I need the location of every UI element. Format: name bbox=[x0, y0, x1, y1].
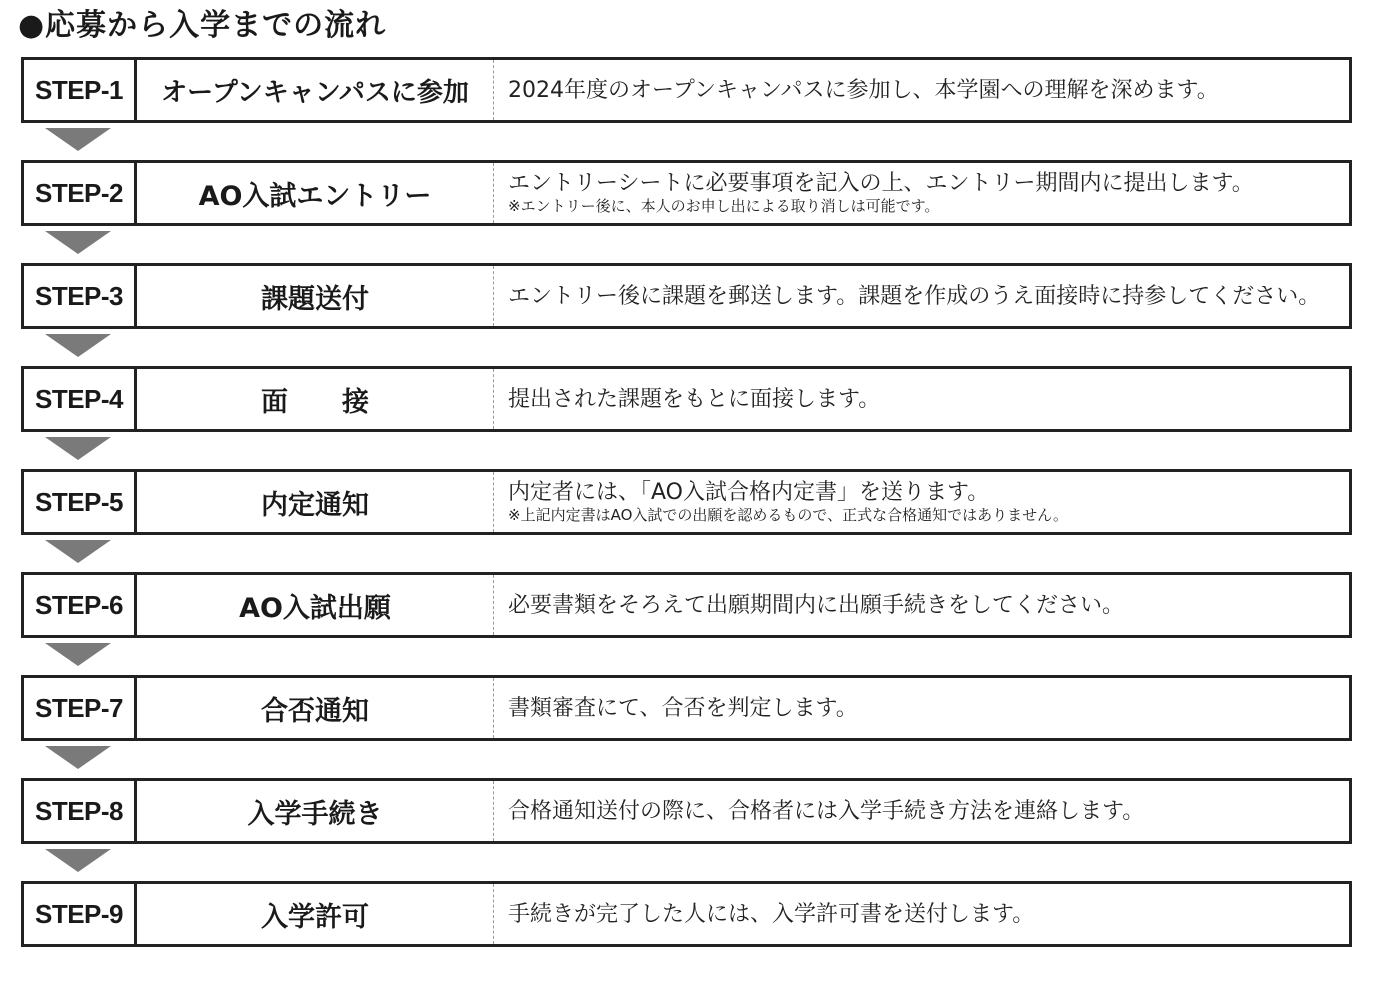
step-description-text: エントリー後に課題を郵送します。課題を作成のうえ面接時に持参してください。 bbox=[508, 283, 1321, 309]
step-row bbox=[21, 57, 1352, 123]
step-label: STEP-6 bbox=[24, 575, 137, 635]
step-7 bbox=[21, 675, 1352, 778]
step-description-text: 合格通知送付の際に、合格者には入学手続き方法を連絡します。 bbox=[508, 798, 1145, 824]
step-description bbox=[494, 781, 1349, 841]
step-name: 内定通知 bbox=[137, 472, 494, 532]
down-arrow-icon bbox=[45, 437, 111, 460]
step-8 bbox=[21, 778, 1352, 881]
step-3 bbox=[21, 263, 1352, 366]
step-description bbox=[494, 678, 1349, 738]
step-row bbox=[21, 160, 1352, 226]
step-description bbox=[494, 575, 1349, 635]
step-name: オープンキャンパスに参加 bbox=[137, 60, 494, 120]
steps-list bbox=[21, 57, 1352, 984]
step-description bbox=[494, 60, 1349, 120]
step-name: 入学許可 bbox=[137, 884, 494, 944]
step-description-text: 必要書類をそろえて出願期間内に出願手続きをしてください。 bbox=[508, 592, 1125, 618]
step-description-text: 手続きが完了した人には、入学許可書を送付します。 bbox=[508, 901, 1035, 927]
down-arrow-icon bbox=[45, 334, 111, 357]
step-description bbox=[494, 472, 1349, 532]
step-label: STEP-1 bbox=[24, 60, 137, 120]
step-9 bbox=[21, 881, 1352, 984]
step-row bbox=[21, 675, 1352, 741]
step-6 bbox=[21, 572, 1352, 675]
step-row bbox=[21, 263, 1352, 329]
step-description-text: 2024年度のオープンキャンパスに参加し、本学園への理解を深めます。 bbox=[508, 77, 1219, 103]
step-label: STEP-4 bbox=[24, 369, 137, 429]
down-arrow-icon bbox=[45, 128, 111, 151]
step-name: 課題送付 bbox=[137, 266, 494, 326]
step-label: STEP-5 bbox=[24, 472, 137, 532]
step-name: AO入試出願 bbox=[137, 575, 494, 635]
step-description bbox=[494, 884, 1349, 944]
step-4 bbox=[21, 366, 1352, 469]
step-label: STEP-3 bbox=[24, 266, 137, 326]
step-name: 面 接 bbox=[137, 369, 494, 429]
down-arrow-icon bbox=[45, 540, 111, 563]
step-row bbox=[21, 778, 1352, 844]
down-arrow-icon bbox=[45, 231, 111, 254]
down-arrow-icon bbox=[45, 643, 111, 666]
step-description bbox=[494, 266, 1349, 326]
step-row bbox=[21, 366, 1352, 432]
step-row bbox=[21, 572, 1352, 638]
step-name: 合否通知 bbox=[137, 678, 494, 738]
step-name: 入学手続き bbox=[137, 781, 494, 841]
step-description bbox=[494, 369, 1349, 429]
step-label: STEP-9 bbox=[24, 884, 137, 944]
step-label: STEP-8 bbox=[24, 781, 137, 841]
step-2 bbox=[21, 160, 1352, 263]
step-label: STEP-7 bbox=[24, 678, 137, 738]
step-row bbox=[21, 469, 1352, 535]
step-description-text: 提出された課題をもとに面接します。 bbox=[508, 386, 881, 412]
step-description-text: 書類審査にて、合否を判定します。 bbox=[508, 695, 858, 721]
step-1 bbox=[21, 57, 1352, 160]
step-note: ※エントリー後に、本人のお申し出による取り消しは可能です。 bbox=[508, 197, 940, 215]
step-label: STEP-2 bbox=[24, 163, 137, 223]
step-description-text: 内定者には、「AO入試合格内定書」を送ります。 bbox=[508, 480, 990, 505]
step-row bbox=[21, 881, 1352, 947]
page-title: ●応募から入学までの流れ bbox=[18, 8, 387, 43]
step-note: ※上記内定書はAO入試での出願を認めるもので、正式な合格通知ではありません。 bbox=[508, 506, 1068, 524]
step-5 bbox=[21, 469, 1352, 572]
step-description-text: エントリーシートに必要事項を記入の上、エントリー期間内に提出します。 bbox=[508, 171, 1254, 196]
down-arrow-icon bbox=[45, 849, 111, 872]
down-arrow-icon bbox=[45, 746, 111, 769]
step-description bbox=[494, 163, 1349, 223]
step-name: AO入試エントリー bbox=[137, 163, 494, 223]
